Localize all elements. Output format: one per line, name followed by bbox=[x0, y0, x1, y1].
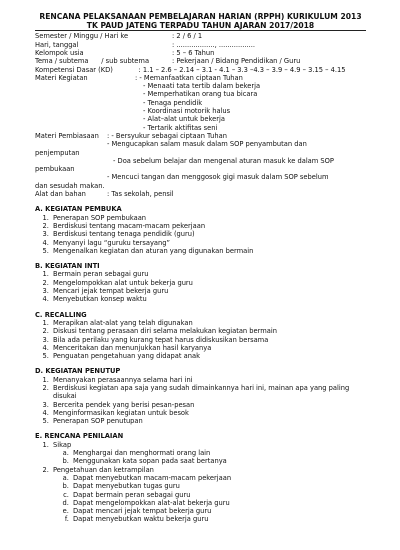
section-a-title: A. KEGIATAN PEMBUKA bbox=[35, 205, 122, 214]
assessment-category: Sikap bbox=[53, 440, 72, 449]
tools-value: : Tas sekolah, pensil bbox=[107, 190, 174, 199]
theme-value: : Pekerjaan / Bidang Pendidikan / Guru bbox=[172, 57, 301, 66]
list-item: a. Dapat menyebutkan macam-macam pekerjaan bbox=[71, 474, 366, 482]
list-item: 1. Menanyakan perasaannya selama hari ini bbox=[51, 376, 366, 384]
group-row bbox=[35, 49, 366, 57]
theme-label: Tema / subtema / sub subtema bbox=[35, 57, 150, 66]
group-label: Kelompok usia bbox=[35, 49, 84, 57]
list-item: 2. Diskusi tentang perasaan diri selama melakukan kegiatan bermain bbox=[51, 327, 366, 335]
kd-value: : 1.1 – 2.6 – 2.14 – 3.1 - 4.1 – 3.3 –4.3 – 3.9 – 4.9 – 3.15 – 4.15 bbox=[138, 65, 346, 74]
list-item: 3. Bila ada perilaku yang kurang tepat harus didiskusikan bersama bbox=[51, 336, 366, 344]
section-e-title: E. RENCANA PENILAIAN bbox=[35, 432, 124, 441]
list-item: b. Dapat menyebutkan tugas guru bbox=[71, 482, 366, 490]
document-subtitle: TK PAUD JATENG TERPADU TAHUN AJARAN 2017/2018 bbox=[35, 21, 366, 31]
pembiasaan-item: - Doa sebelum belajar dan mengenal aturan masuk ke dalam SOP bbox=[113, 156, 334, 165]
tools-label: Alat dan bahan bbox=[35, 190, 86, 199]
section-e-list bbox=[35, 441, 366, 524]
materi-item: - Koordinasi motorik halus bbox=[143, 107, 231, 116]
section-c-title: C. RECALLING bbox=[35, 310, 87, 319]
list-item: 4. Menceritakan dan menunjukkan hasil karyanya bbox=[51, 344, 366, 352]
section-a-list bbox=[35, 214, 366, 255]
assessment-category: Pengetahuan dan ketrampilan bbox=[53, 465, 154, 474]
pembiasaan-item-cont: pembukaan bbox=[35, 165, 75, 174]
pembiasaan-row bbox=[35, 132, 366, 140]
list-item: 1. Bermain peran sebagai guru bbox=[51, 270, 366, 278]
semester-value: : 2 / 6 / 1 bbox=[172, 32, 203, 41]
pembiasaan-label: Materi Pembiasaan bbox=[35, 131, 99, 140]
list-item: 4. Menginformasikan kegiatan untuk besok bbox=[51, 409, 366, 417]
date-label: Hari, tanggal bbox=[35, 40, 79, 49]
section-d-title: D. KEGIATAN PENUTUP bbox=[35, 367, 121, 376]
kd-label: Kompetensi Dasar (KD) bbox=[35, 65, 113, 74]
materi-item: : - Memanfaatkan ciptaan Tuhan bbox=[135, 73, 243, 82]
document-title: RENCANA PELAKSANAAN PEMBELAJARAN HARIAN (RPPH) KURIKULUM 2013 bbox=[39, 12, 362, 21]
list-item: 5. Mengenalkan kegiatan dan aturan yang digunakan bermain bbox=[51, 247, 366, 255]
pembiasaan-item: - Mencuci tangan dan menggosok gigi masuk dalam SOP sebelum bbox=[107, 173, 329, 182]
list-item: a. Menghargai dan menghormati orang lain bbox=[71, 449, 366, 457]
materi-item: - Tertarik aktifitas seni bbox=[143, 123, 218, 132]
tools-row bbox=[35, 190, 366, 198]
list-item: 3. Berdiskusi tentang tenaga pendidik (guru) bbox=[51, 230, 366, 238]
date-row bbox=[35, 41, 366, 49]
list-item: b. Menggunakan kata sopan pada saat bertanya bbox=[71, 457, 366, 465]
assessment-sublist bbox=[53, 449, 366, 466]
materi-label: Materi Kegiatan bbox=[35, 73, 88, 82]
semester-label: Semester / Minggu / Hari ke bbox=[35, 32, 129, 41]
list-item: c. Dapat bermain peran sebagai guru bbox=[71, 491, 366, 499]
list-item: 1. Merapikan alat-alat yang telah digunakan bbox=[51, 319, 366, 327]
list-item: 5. Penerapan SOP penutupan bbox=[51, 417, 366, 425]
materi-item: - Alat–alat untuk bekerja bbox=[143, 115, 225, 124]
pembiasaan-item-cont: dan sesudah makan. bbox=[35, 181, 105, 190]
list-item bbox=[51, 466, 366, 524]
list-item: 5. Penguatan pengetahuan yang didapat anak bbox=[51, 352, 366, 360]
list-item: 2. Berdiskusi tentang macam-macam pekerjaan bbox=[51, 222, 366, 230]
section-c-list bbox=[35, 319, 366, 360]
list-item bbox=[51, 441, 366, 466]
list-item: 2. Berdiskusi kegiatan apa saja yang sudah dimainkannya hari ini, mainan apa yang paling disukai bbox=[51, 384, 366, 401]
list-item: 4. Menyanyi lagu “guruku tersayang” bbox=[51, 239, 366, 247]
materi-item: - Menaati tata tertib dalam bekerja bbox=[143, 82, 261, 91]
section-b-list bbox=[35, 270, 366, 303]
semester-row bbox=[35, 32, 366, 40]
pembiasaan-item: - Mengucapkan salam masuk dalam SOP penyambutan dan bbox=[107, 140, 307, 149]
list-item: e. Dapat mencari jejak tempat bekerja guru bbox=[71, 507, 366, 515]
pembiasaan-item-cont: penjemputan bbox=[35, 148, 80, 157]
group-value: : 5 – 6 Tahun bbox=[172, 49, 215, 57]
list-item: d. Dapat mengelompokkan alat-alat bekerja guru bbox=[71, 499, 366, 507]
date-value: : .................., ................. bbox=[172, 40, 256, 49]
list-item: 4. Menyebutkan konsep waktu bbox=[51, 295, 366, 303]
theme-row bbox=[35, 57, 366, 65]
kd-row bbox=[35, 66, 366, 74]
assessment-sublist bbox=[53, 474, 366, 524]
list-item: 3. Bercerita pendek yang berisi pesan-pesan bbox=[51, 401, 366, 409]
list-item: 2. Mengelompokkan alat untuk bekerja guru bbox=[51, 279, 366, 287]
materi-row bbox=[35, 74, 366, 82]
section-b-title: B. KEGIATAN INTI bbox=[35, 262, 100, 271]
pembiasaan-item: : - Bersyukur sebagai ciptaan Tuhan bbox=[107, 131, 227, 140]
section-d-list bbox=[35, 376, 366, 426]
materi-item: - Tenaga pendidik bbox=[143, 98, 203, 107]
list-item: f. Dapat menyebutkan waktu bekerja guru bbox=[71, 515, 366, 523]
materi-item: - Memperhatikan orang tua bicara bbox=[143, 90, 258, 99]
list-item: 1. Penerapan SOP pembukaan bbox=[51, 214, 366, 222]
list-item: 3. Mencari jejak tempat bekerja guru bbox=[51, 287, 366, 295]
